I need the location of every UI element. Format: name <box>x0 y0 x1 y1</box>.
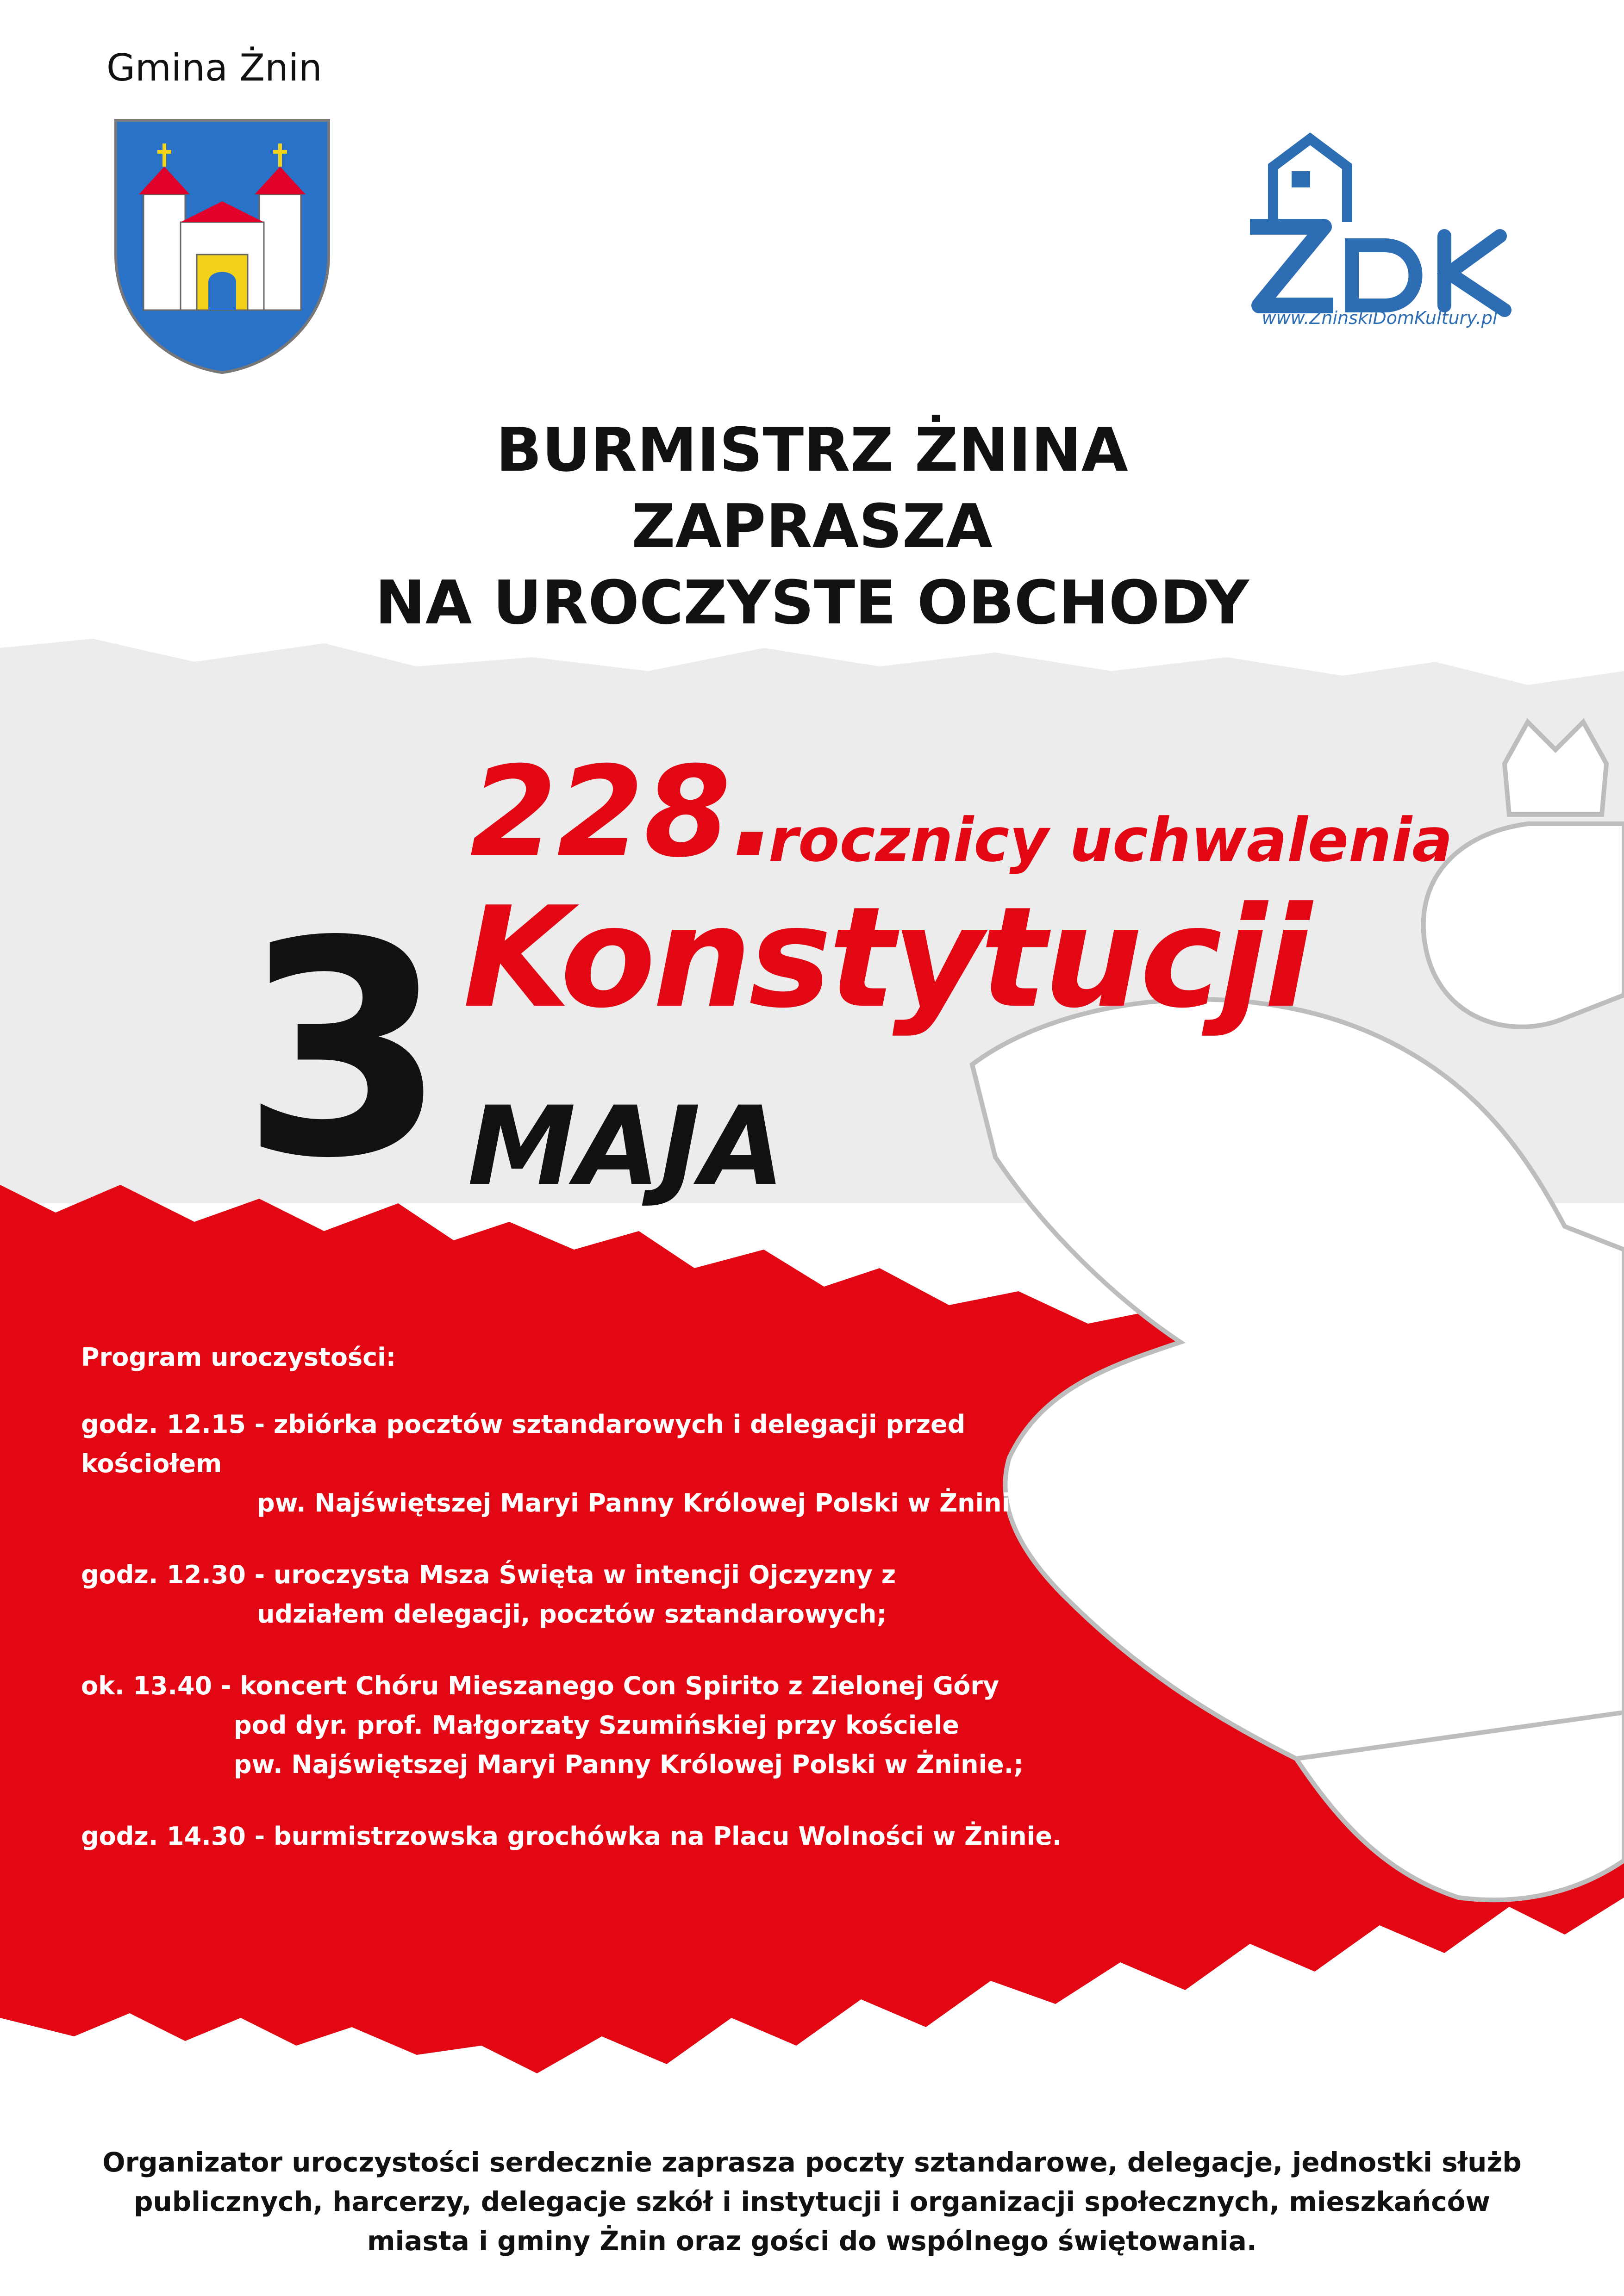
headline-line3: NA UROCZYSTE OBCHODY <box>375 567 1249 638</box>
program-title: Program uroczystości: <box>81 1343 396 1372</box>
program-item-line1: - zbiórka pocztów sztandarowych i delegacji przed kościołem <box>81 1410 966 1478</box>
coat-of-arms-icon <box>111 116 333 375</box>
program-item-time: godz. 12.15 <box>81 1410 246 1439</box>
footer-invitation <box>0 2143 1624 2261</box>
gmina-label: Gmina Żnin <box>106 46 322 89</box>
zdk-url-text: www.ZninskiDomKultury.pl <box>1262 308 1498 328</box>
program-item-line1: - burmistrzowska grochówka na Placu Wolności w Żninie. <box>245 1822 1062 1851</box>
headline-line1: BURMISTRZ ŻNINA <box>496 415 1128 485</box>
footer-line1: Organizator uroczystości serdecznie zaprasza poczty sztandarowe, delegacje, jednostki służb <box>102 2147 1522 2178</box>
constitution-word: Konstytucji <box>463 877 1309 1039</box>
month-word: MAJA <box>468 1083 785 1210</box>
footer-line3: miasta i gminy Żnin oraz gości do wspólnego świętowania. <box>367 2225 1257 2257</box>
program-item <box>81 1666 1099 1784</box>
program-item-time: godz. 12.30 <box>81 1560 246 1589</box>
anniversary-number: 228. <box>470 739 779 885</box>
program-item-line1: - uroczysta Msza Święta w intencji Ojczyzny z <box>245 1560 896 1589</box>
program-item-line2: pw. Najświętszej Maryi Panny Królowej Polski w Żninie; <box>257 1488 1037 1518</box>
day-number: 3 <box>241 878 447 1223</box>
headline <box>0 412 1624 641</box>
program-item-line3: pw. Najświętszej Maryi Panny Królowej Polski w Żninie.; <box>234 1750 1024 1779</box>
program-item-line1: - koncert Chóru Mieszanego Con Spirito z Zielonej Góry <box>212 1671 999 1700</box>
program-item-line2: pod dyr. prof. Małgorzaty Szumińskiej przy kościele <box>234 1711 960 1740</box>
program-section <box>81 1338 1099 1888</box>
program-item-time: godz. 14.30 <box>81 1822 246 1851</box>
program-item-time: ok. 13.40 <box>81 1671 212 1700</box>
headline-line2: ZAPRASZA <box>631 491 993 561</box>
program-item <box>81 1555 1099 1634</box>
anniversary-text: rocznicy uchwalenia <box>768 805 1453 875</box>
program-item <box>81 1817 1099 1856</box>
program-item-line2: udziałem delegacji, pocztów sztandarowych; <box>257 1599 887 1629</box>
program-item <box>81 1405 1099 1523</box>
footer-line2: publicznych, harcerzy, delegacje szkół i instytucji i organizacji społecznych, mieszkańców <box>133 2186 1491 2217</box>
